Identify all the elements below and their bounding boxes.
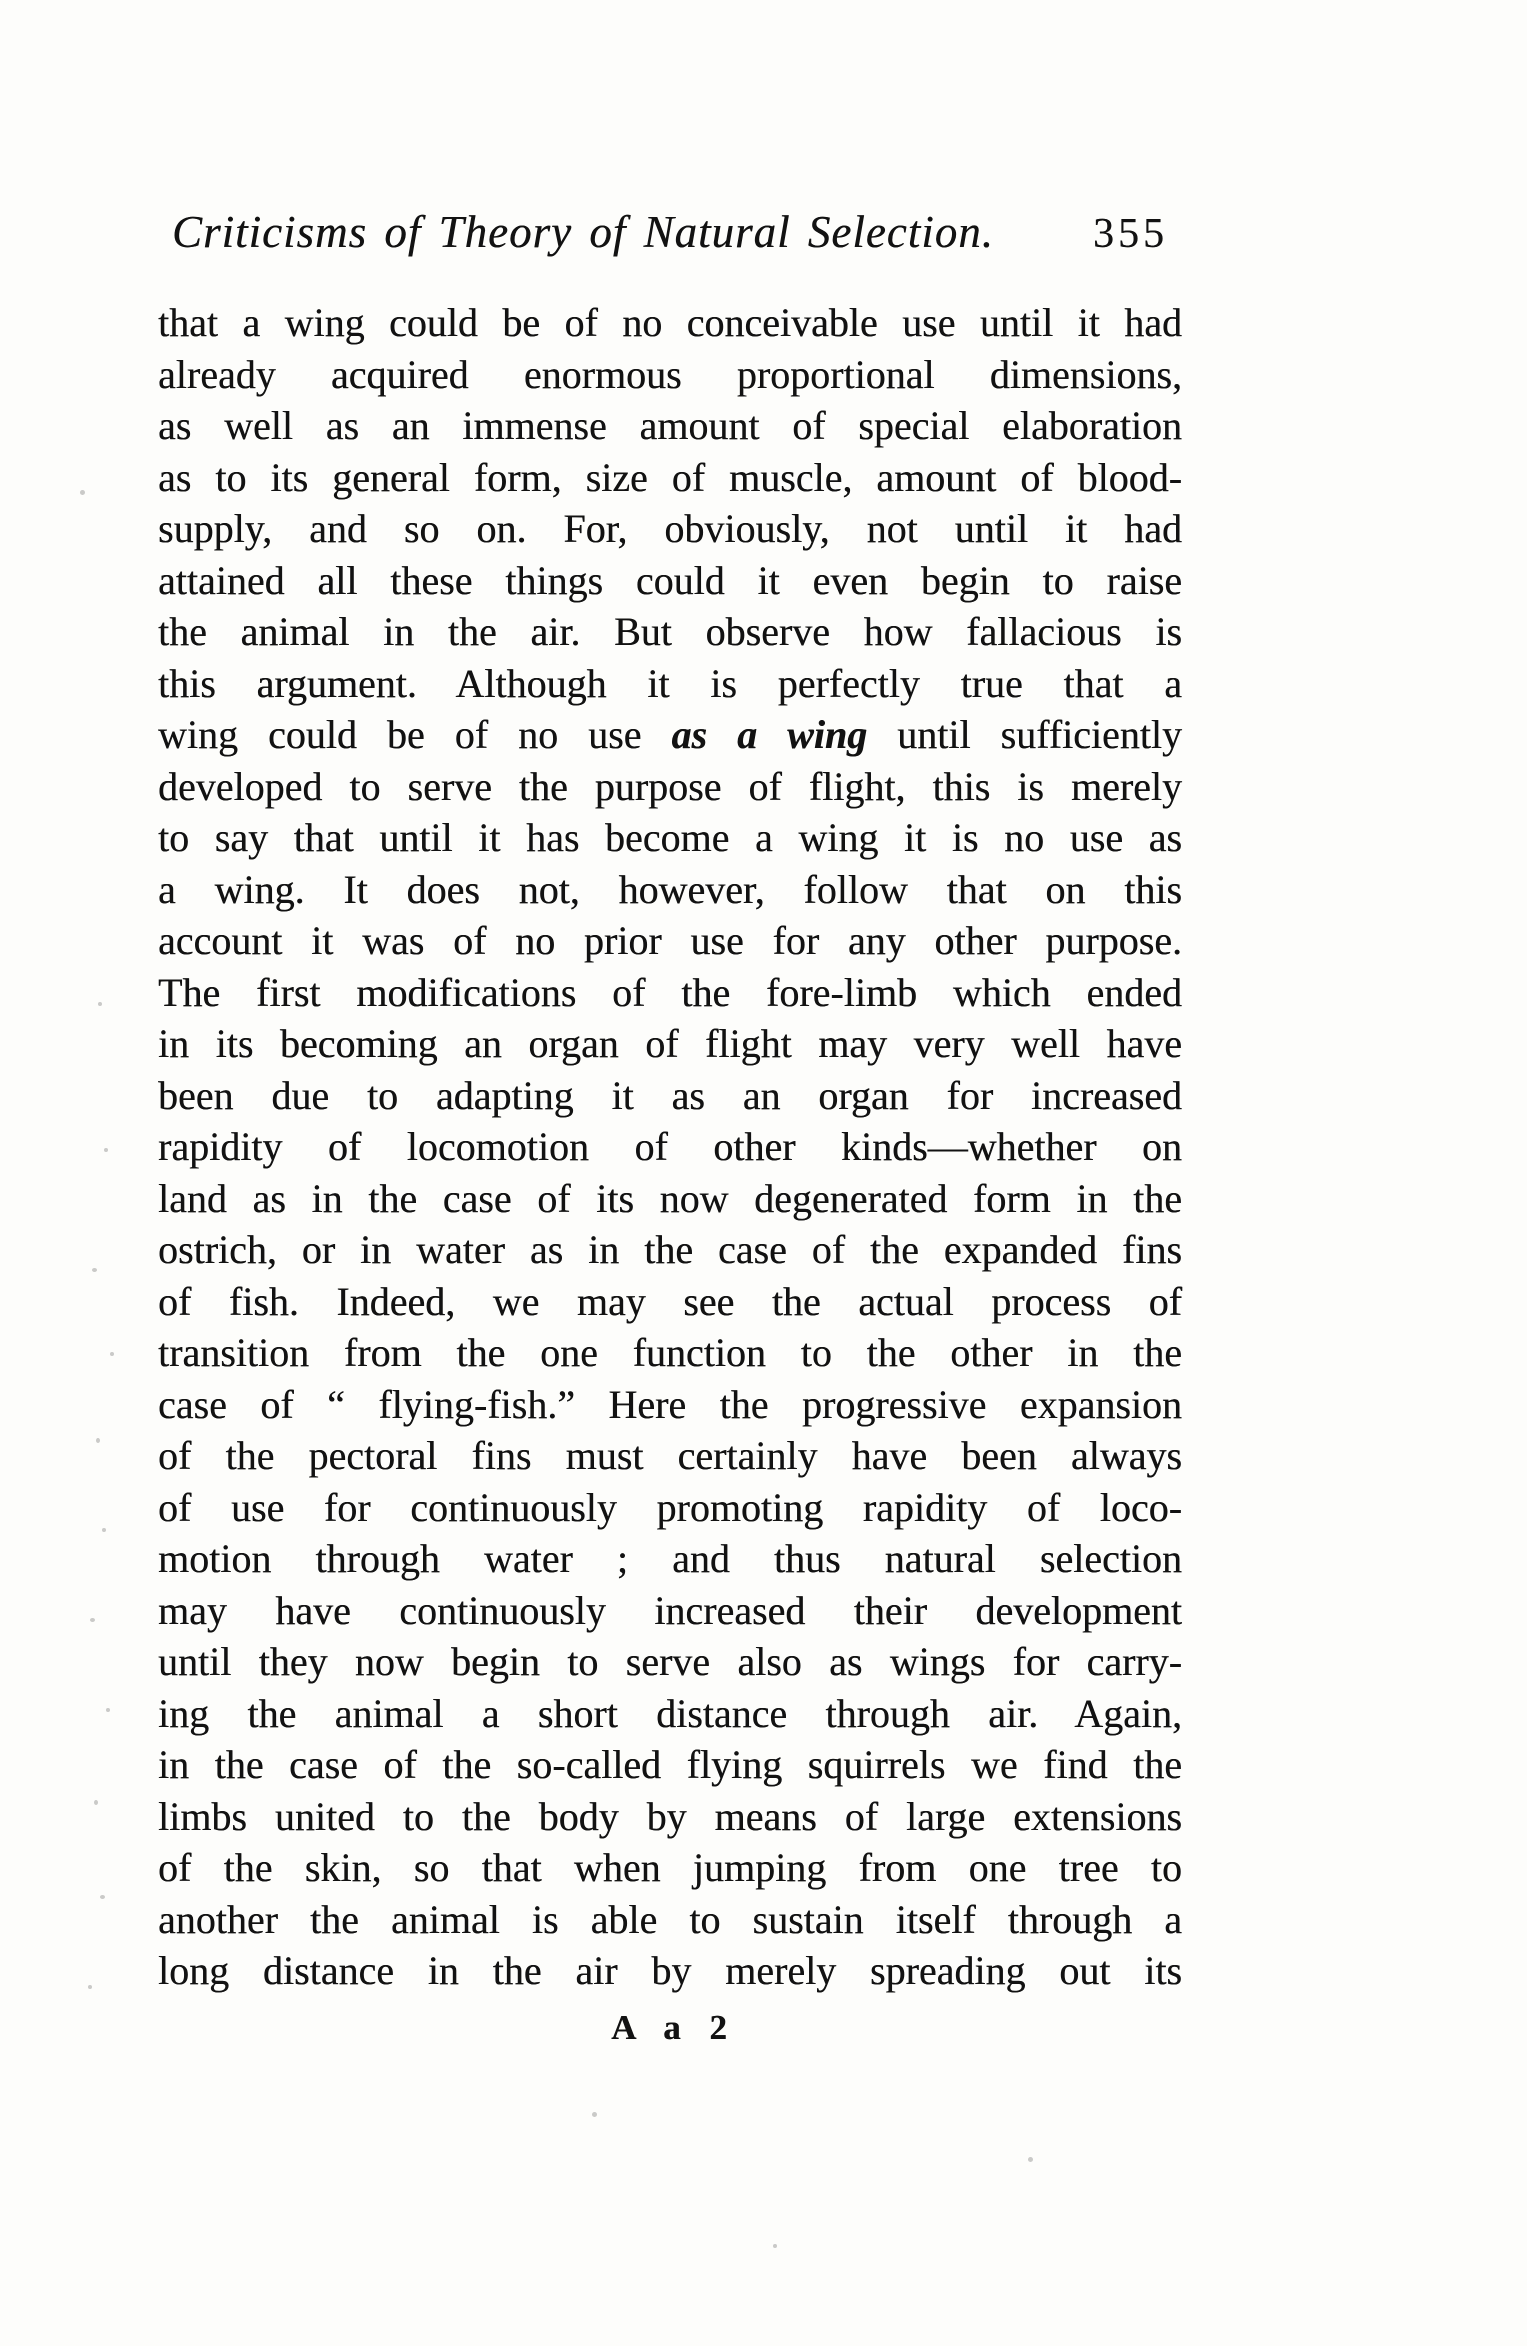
text-line [158,709,1182,761]
scan-speck [104,1148,108,1152]
page-number: 355 [1093,211,1168,257]
scan-speck [98,1002,102,1006]
text-line: a wing. It does not, however, follow that on this [158,866,1182,912]
text-line: another the animal is able to sustain itself through a [158,1896,1182,1942]
scan-speck [100,1895,105,1899]
text-line: attained all these things could it even begin to raise [158,557,1182,603]
scan-speck [96,1438,100,1443]
scan-speck [106,1708,110,1712]
text-line: supply, and so on. For, obviously, not until it had [158,506,1182,551]
text-line: to say that until it has become a wing it is no use as [158,815,1182,860]
text-line: as to its general form, size of muscle, amount of blood- [158,454,1182,500]
text-line: transition from the one function to the other in the [158,1330,1182,1375]
text-line: the animal in the air. But observe how fallacious is [158,609,1182,654]
text-line: The first modifications of the fore-limb which ended [158,969,1182,1015]
printer-signature: A a 2 [611,2008,729,2047]
scan-speck [80,490,85,495]
scan-speck [94,1800,98,1805]
page-title: Criticisms of Theory of Natural Selection. [172,207,994,257]
scan-speck [88,1985,92,1989]
text-line: developed to serve the purpose of flight, this is merely [158,763,1182,809]
text-line: limbs united to the body by means of large extensions [158,1793,1182,1839]
text-line: that a wing could be of no conceivable use until it had [158,300,1182,345]
text-line: case of “ flying-fish.” Here the progressive expansion [158,1381,1182,1427]
text-line: ing the animal a short distance through air. Again, [158,1690,1182,1736]
text-line: long distance in the air by merely spreading out its [158,1948,1182,1993]
text-line: of the pectoral fins must certainly have been always [158,1433,1182,1478]
text-line: until they now begin to serve also as wings for carry- [158,1639,1182,1684]
text-line: may have continuously increased their development [158,1587,1182,1633]
scan-speck [102,1528,106,1532]
text-line: account it was of no prior use for any other purpose. [158,918,1182,963]
text-line: ostrich, or in water as in the case of the expanded fins [158,1227,1182,1272]
scan-speck [1028,2157,1033,2162]
text-line: already acquired enormous proportional dimensions, [158,351,1182,397]
scan-speck [90,1618,95,1622]
scan-speck [110,1352,114,1356]
body-lines [158,297,1182,1997]
scan-speck [92,1268,97,1272]
text-line: of use for continuously promoting rapidity of loco- [158,1484,1182,1530]
text-line: in the case of the so-called flying squirrels we find the [158,1742,1182,1787]
scan-speck [773,2244,777,2248]
italic-phrase: as a wing [671,712,868,757]
text-line: been due to adapting it as an organ for increased [158,1072,1182,1118]
text-line: motion through water ; and thus natural selection [158,1536,1182,1581]
text-line: this argument. Although it is perfectly true that a [158,660,1182,706]
text-segment: wing could be of no use [158,712,672,757]
text-line: of fish. Indeed, we may see the actual process of [158,1278,1182,1324]
text-line: in its becoming an organ of flight may very well have [158,1021,1182,1066]
running-header [158,206,1182,258]
text-line: as well as an immense amount of special elaboration [158,403,1182,448]
scan-speck [592,2112,597,2117]
text-line: land as in the case of its now degenerated form in the [158,1175,1182,1221]
text-line: of the skin, so that when jumping from one tree to [158,1845,1182,1890]
text-segment: until sufficiently [867,712,1182,757]
text-line: rapidity of locomotion of other kinds—whether on [158,1124,1182,1169]
